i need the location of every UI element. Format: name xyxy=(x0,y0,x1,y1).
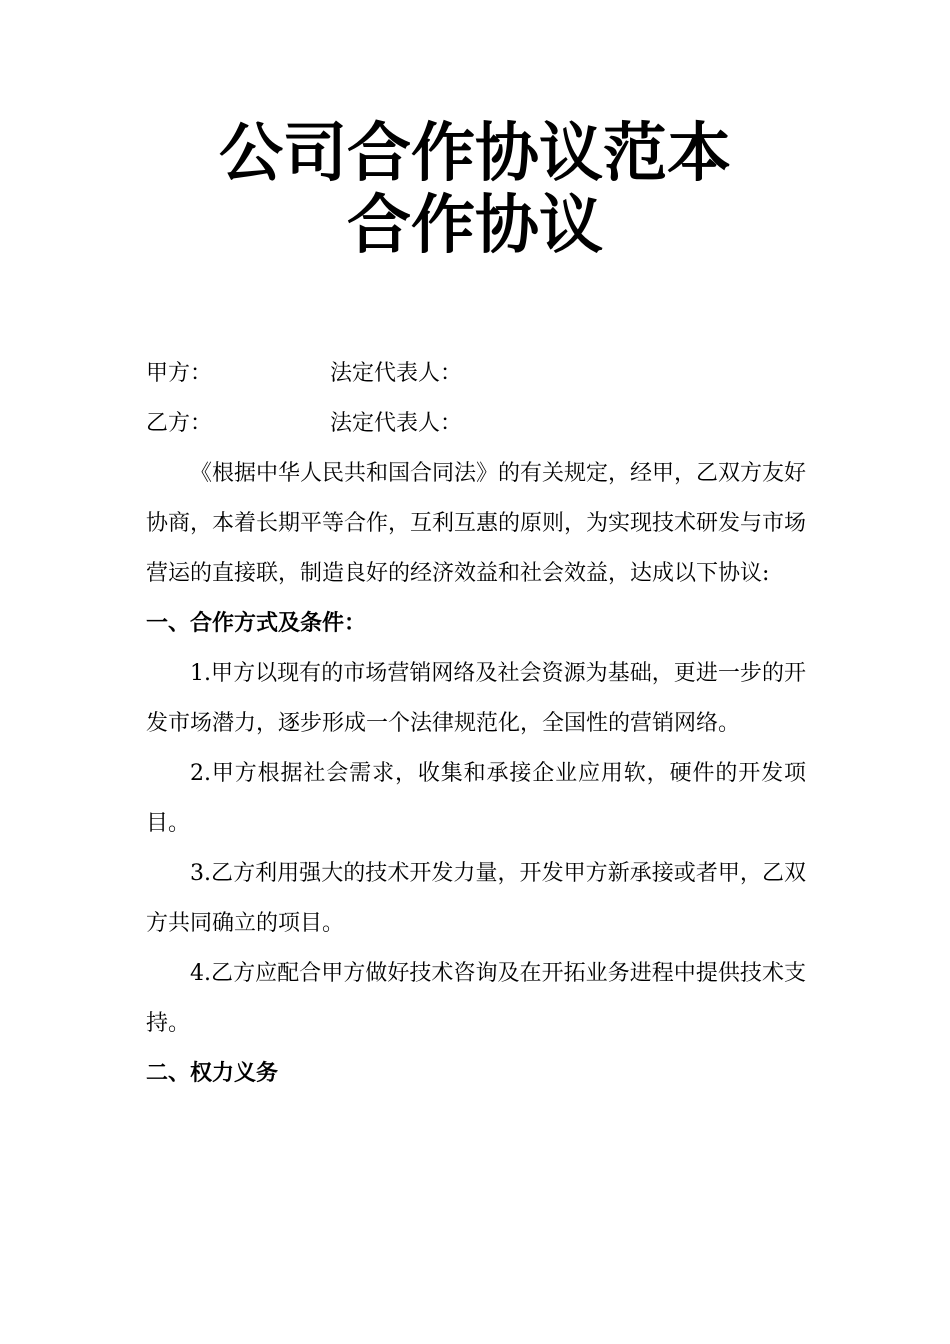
party-b-label: 乙方： xyxy=(146,411,213,436)
section-1-item-1: 1.甲方以现有的市场营销网络及社会资源为基础，更进一步的开发市场潜力，逐步形成一个法律规范化，全国性的营销网络。 xyxy=(146,661,806,736)
preamble-paragraph: 《根据中华人民共和国合同法》的有关规定，经甲，乙双方友好协商，本着长期平等合作，互利互惠的原则，为实现技术研发与市场营运的直接联，制造良好的经济效益和社会效益，达成以下协议: xyxy=(146,461,807,586)
section-1-item-3: 3.乙方利用强大的技术开发力量，开发甲方新承接或者甲，乙双方共同确立的项目。 xyxy=(146,861,806,936)
party-a-line xyxy=(146,349,806,399)
section-1-item-2: 2.甲方根据社会需求，收集和承接企业应用软，硬件的开发项目。 xyxy=(146,761,806,836)
title-line-main: 公司合作协议范本 xyxy=(219,117,731,191)
section-1-item-4: 4.乙方应配合甲方做好技术咨询及在开拓业务进程中提供技术支持。 xyxy=(146,961,806,1036)
section-2-heading: 二、权力义务 xyxy=(146,1061,279,1086)
party-b-rep-label: 法定代表人： xyxy=(330,411,463,436)
party-b-line xyxy=(146,399,806,449)
document-title xyxy=(0,118,950,262)
title-line-sub: 合作协议 xyxy=(347,189,603,263)
party-a-rep-label: 法定代表人： xyxy=(330,361,463,386)
document-body xyxy=(146,349,806,1099)
party-a-label: 甲方： xyxy=(146,361,213,386)
section-1-heading: 一、合作方式及条件： xyxy=(146,611,367,636)
